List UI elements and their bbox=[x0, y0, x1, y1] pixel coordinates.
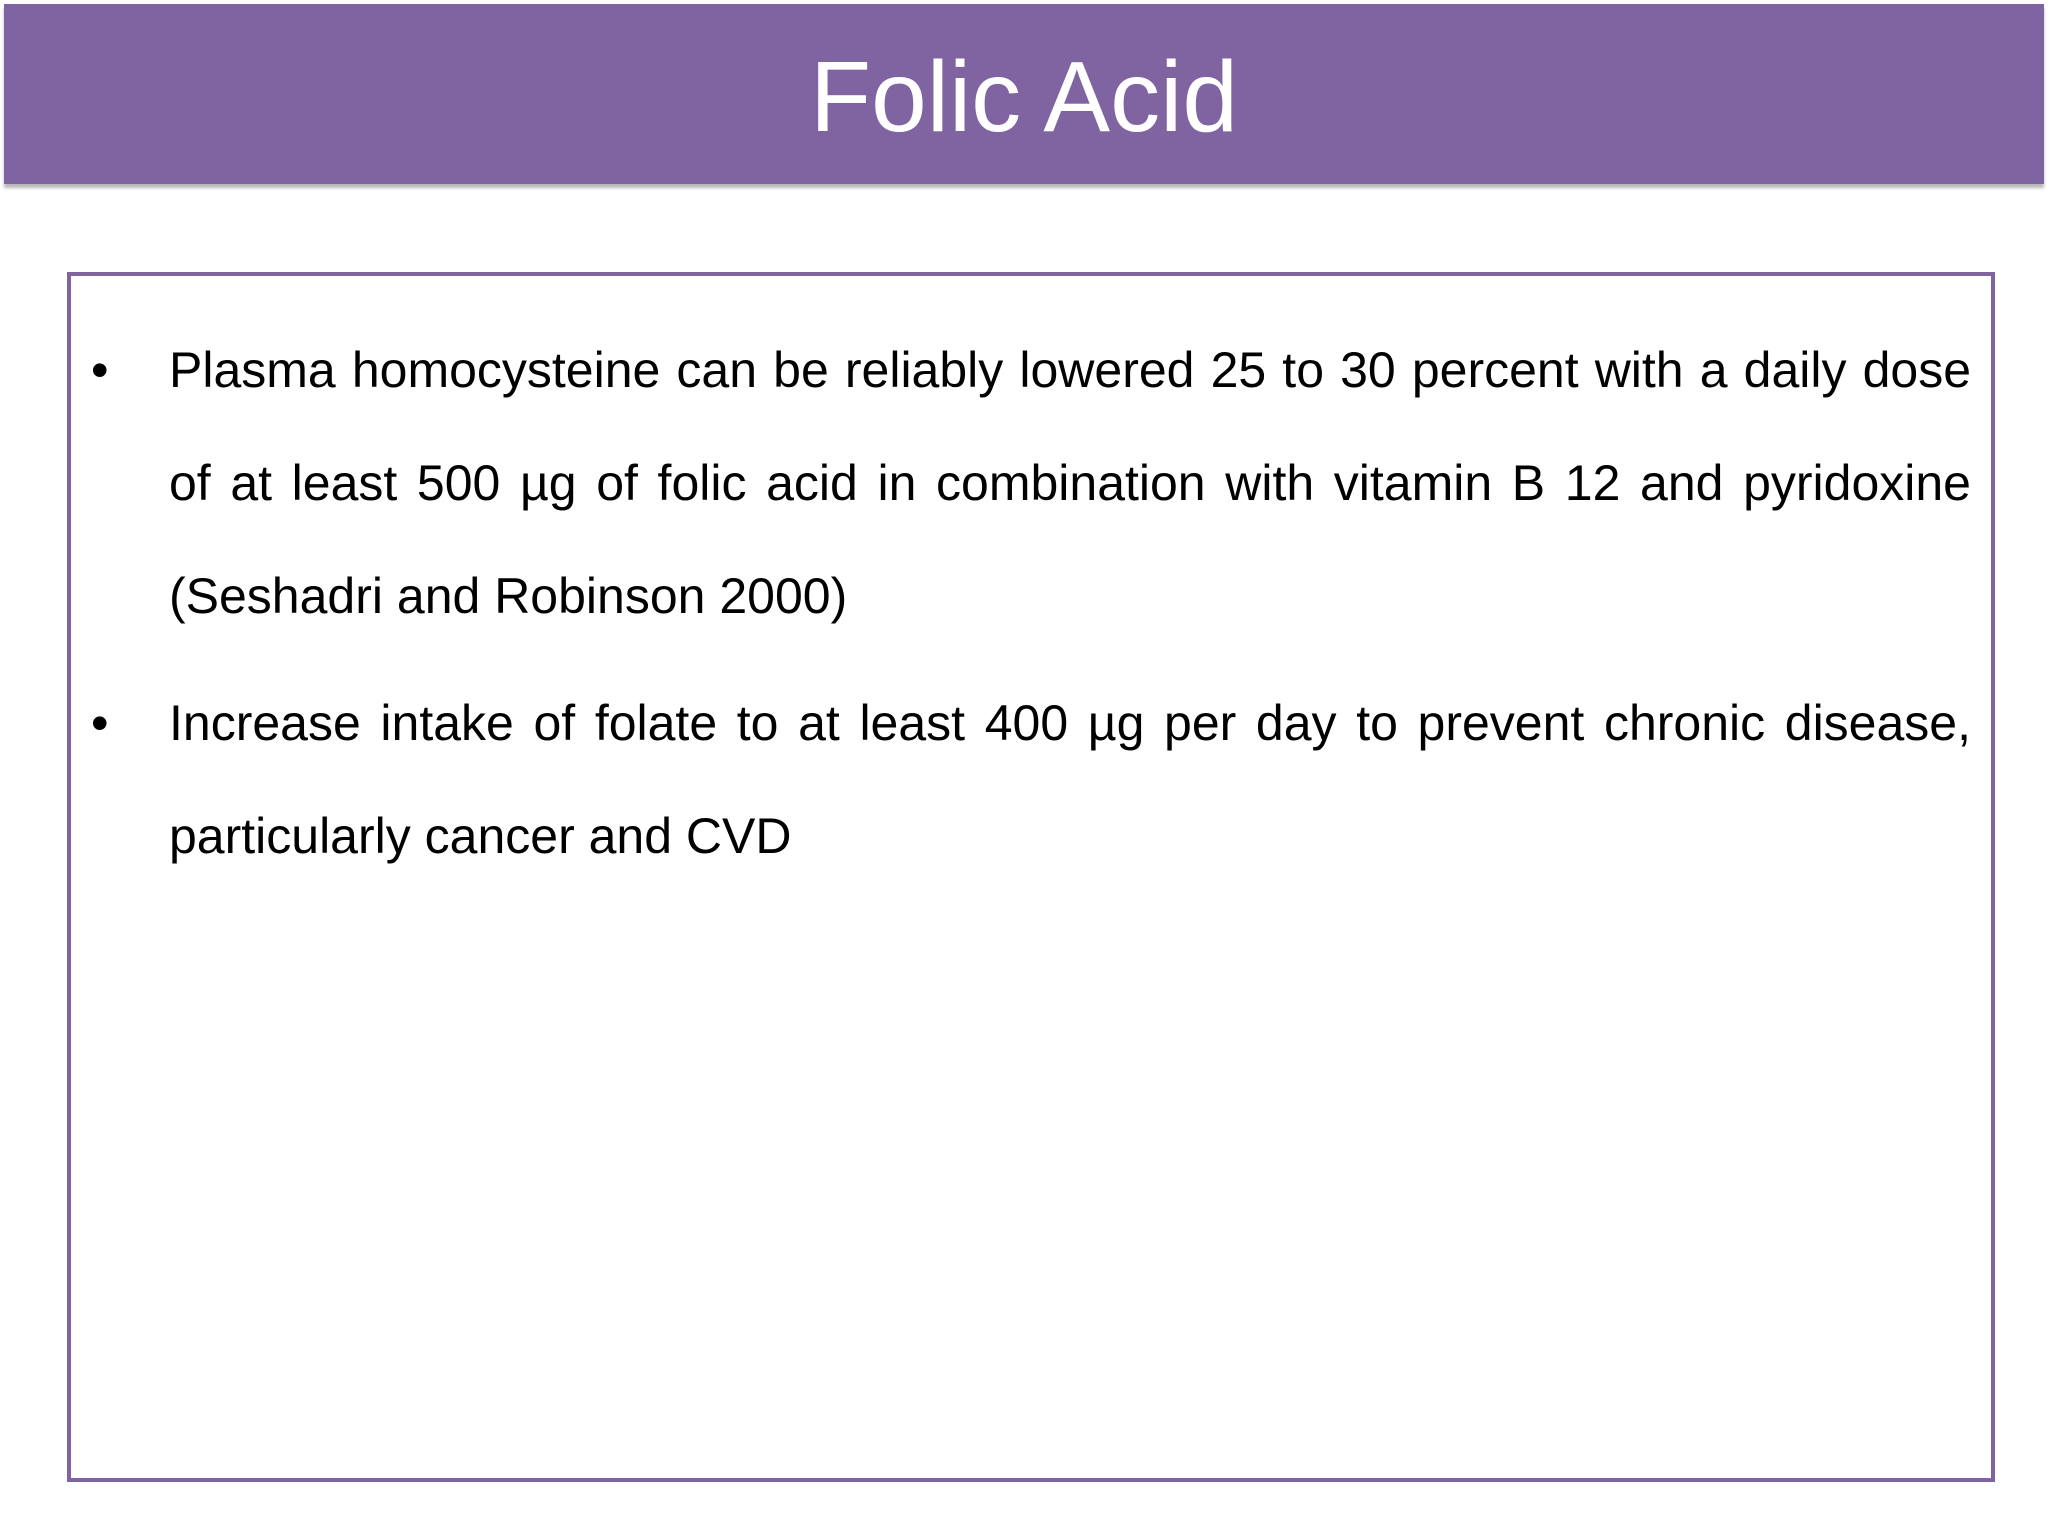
bullet-text: Increase intake of folate to at least 400 µg per day to prevent chronic disease, particularly cancer and CVD bbox=[169, 695, 1971, 864]
content-box bbox=[67, 272, 1995, 1482]
bullet-list bbox=[71, 314, 1991, 907]
title-bar bbox=[4, 4, 2044, 184]
bullet-item bbox=[71, 667, 1991, 893]
bullet-text: Plasma homocysteine can be reliably lowered 25 to 30 percent with a daily dose of at least 500 µg of folic acid in combination with vitamin B 12 and pyridoxine (Seshadri and Robinson 2000) bbox=[169, 342, 1971, 624]
bullet-marker: • bbox=[91, 342, 109, 398]
bullet-marker: • bbox=[91, 695, 109, 751]
slide-title: Folic Acid bbox=[810, 41, 1238, 153]
bullet-item bbox=[71, 314, 1991, 653]
